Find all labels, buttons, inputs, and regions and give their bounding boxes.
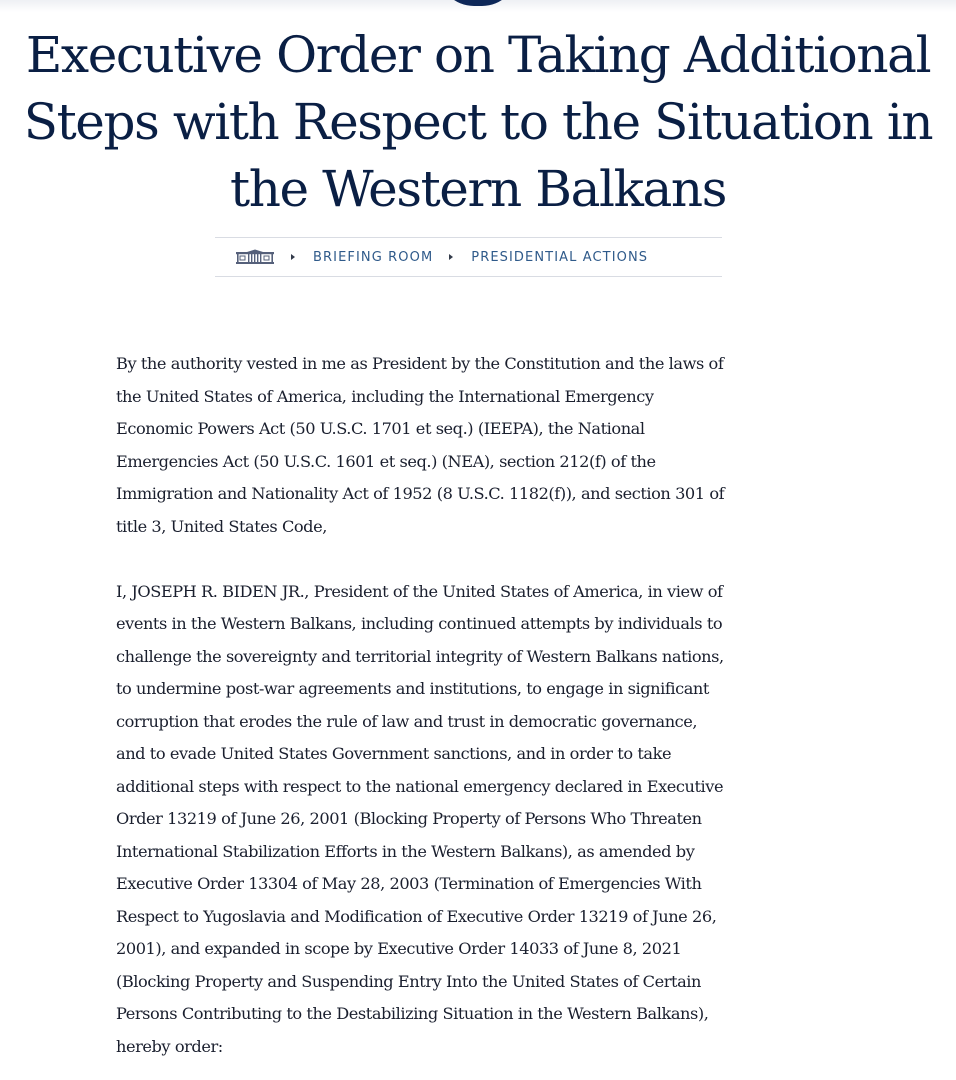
title-line: the Western Balkans (230, 160, 726, 218)
chevron-right-icon (291, 254, 295, 260)
text-line: additional steps with respect to the national emergency declared in Executive (116, 776, 724, 796)
text-line: 2001), and expanded in scope by Executive Order 14033 of June 8, 2021 (116, 939, 682, 958)
paragraph-authority (116, 348, 836, 543)
text-line: Executive Order 13304 of May 28, 2003 (Termination of Emergencies With (116, 874, 702, 893)
chevron-right-icon (449, 254, 453, 260)
text-line: Emergencies Act (50 U.S.C. 1601 et seq.) (NEA), section 212(f) of the (116, 451, 656, 471)
text-line: the United States of America, including the International Emergency (116, 386, 654, 406)
page-title (0, 22, 956, 223)
text-line: corruption that erodes the rule of law and trust in democratic governance, (116, 711, 698, 731)
text-line: title 3, United States Code, (116, 516, 327, 536)
text-line: Immigration and Nationality Act of 1952 (8 U.S.C. 1182(f)), and section 301 of (116, 484, 725, 503)
title-line: Executive Order on Taking Additional (25, 26, 931, 84)
paragraph-order (116, 576, 836, 1064)
text-line: Order 13219 of June 26, 2001 (Blocking Property of Persons Who Threaten (116, 809, 702, 828)
title-line: Steps with Respect to the Situation in (23, 93, 933, 151)
text-line: events in the Western Balkans, including continued attempts by individuals to (116, 614, 723, 633)
text-line: Economic Powers Act (50 U.S.C. 1701 et seq.) (IEEPA), the National (116, 419, 645, 438)
breadcrumb (215, 237, 722, 277)
breadcrumb-presidential-actions[interactable]: PRESIDENTIAL ACTIONS (471, 249, 649, 265)
text-line: and to evade United States Government sanctions, and in order to take (116, 744, 672, 763)
breadcrumb-briefing-room[interactable]: BRIEFING ROOM (313, 249, 434, 265)
text-line: Respect to Yugoslavia and Modification of Executive Order 13219 of June 26, (116, 906, 717, 926)
text-line: challenge the sovereignty and territorial integrity of Western Balkans nations, (116, 646, 724, 666)
white-house-icon[interactable] (235, 249, 275, 265)
text-line: (Blocking Property and Suspending Entry Into the United States of Certain (116, 971, 701, 991)
text-line: hereby order: (116, 1036, 223, 1056)
text-line: to undermine post-war agreements and institutions, to engage in significant (116, 679, 709, 698)
text-line: Persons Contributing to the Destabilizing Situation in the Western Balkans), (116, 1004, 709, 1023)
text-line: By the authority vested in me as President by the Constitution and the laws of (116, 354, 724, 373)
text-line: I, JOSEPH R. BIDEN JR., President of the United States of America, in view of (116, 581, 723, 601)
text-line: International Stabilization Efforts in the Western Balkans), as amended by (116, 841, 695, 861)
order-body (116, 348, 836, 1080)
